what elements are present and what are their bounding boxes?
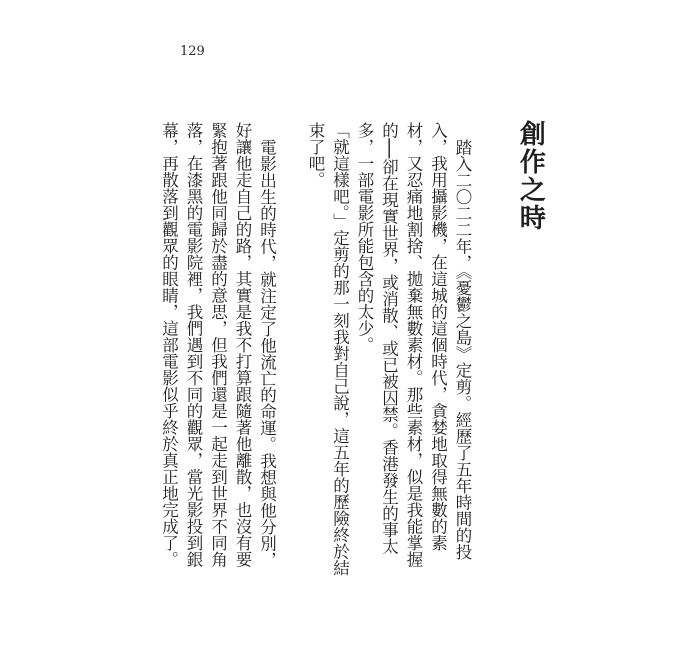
paragraph-1: 踏入二〇二二年，《憂鬱之島》定剪。經歷了五年時間的投入，我用攝影機，在這城的這個時代，貪婪地取得無數的素材，又忍痛地割捨、拋棄無數素材。那些素材，似是我能掌握的──卻在現實世界，或消散、或已被囚禁。香港發生的事太多，一部電影所能包含的太少。 bbox=[355, 122, 472, 568]
paragraph-3: 電影出生的時代，就注定了他流亡的命運。我想與他分別，好讓他走自己的路，其實是我不打算跟隨著他離散，也沒有要緊抱著跟他同歸於盡的意思，但我們還是一起走到世界不同角落，在漆黑的電影院裡，我們遇到不同的觀眾，當光影投到銀幕，再散落到觀眾的眼睛，這部電影似乎終於真正地完成了。 bbox=[159, 122, 277, 568]
page-number: 129 bbox=[180, 44, 205, 59]
chapter-title: 創作之時 bbox=[515, 120, 546, 232]
paragraph-2: 「就這樣吧。」定剪的那一刻我對自己說，這五年的歷險終於結束了吧。 bbox=[306, 122, 350, 576]
body-text bbox=[156, 122, 474, 582]
